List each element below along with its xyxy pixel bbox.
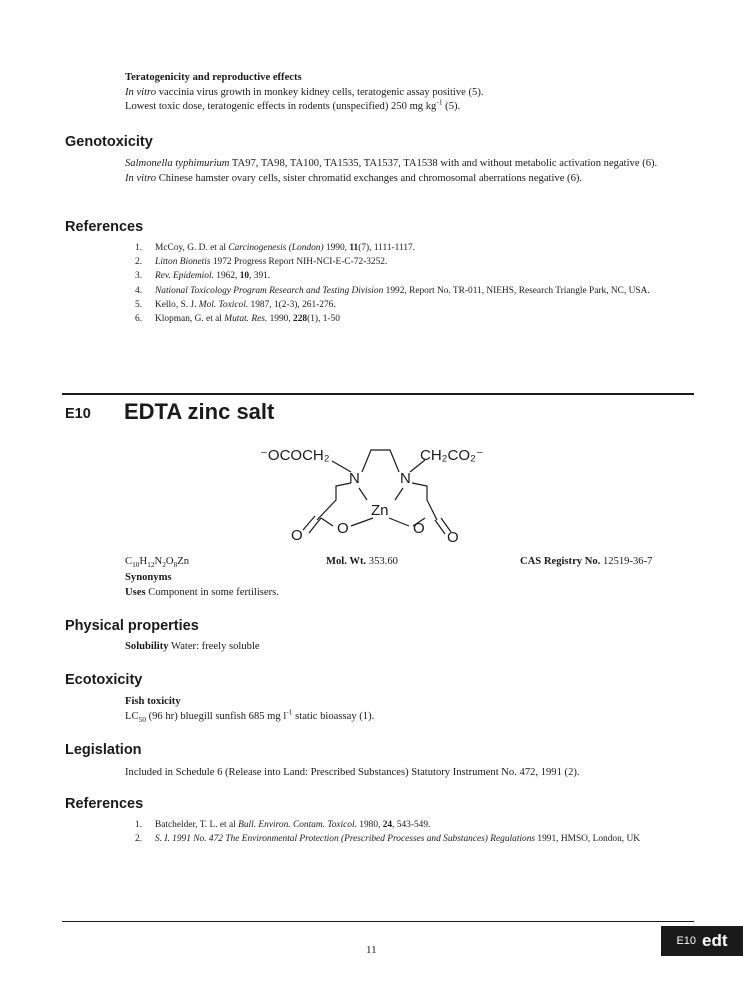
left-ester-bond [321, 518, 333, 526]
solubility-value: Water: freely soluble [171, 641, 260, 652]
reference-source: Litton Bionetis [155, 257, 211, 268]
entry-code: E10 [65, 406, 91, 422]
genotoxicity-block [125, 157, 685, 186]
reference-item [135, 284, 680, 298]
cas-registry [520, 555, 652, 570]
page-number: 11 [366, 944, 377, 956]
ecotoxicity-heading: Ecotoxicity [65, 672, 143, 688]
teratogenicity-line-1-text: vaccinia virus growth in monkey kidney cells, teratogenic assay positive (5). [156, 86, 484, 98]
section-divider [62, 393, 694, 395]
synonyms-label: Synonyms [125, 572, 172, 583]
cas-value: 12519-36-7 [602, 556, 653, 567]
reference-item [135, 818, 695, 832]
mol-wt-label: Mol. Wt. [326, 556, 367, 567]
lc-ref: static bioassay (1). [292, 710, 375, 722]
zn-n-right-bond [395, 488, 403, 500]
legislation-text: Included in Schedule 6 (Release into Land: Prescribed Substances) Statutory Instrument No. 472, 1991 (2). [125, 767, 580, 778]
reference-year: 1991, HMSO, London, UK [535, 834, 641, 845]
reference-source: National Toxicology Program Research and Testing Division [155, 285, 384, 296]
reference-authors: Klopman, G. et al [155, 314, 225, 325]
reference-item [135, 298, 680, 312]
reference-source: Mutat. Res. [224, 314, 268, 325]
reference-item [135, 241, 680, 255]
reference-pages: , 543-549. [392, 820, 431, 830]
reference-number: 2. [135, 834, 143, 845]
reference-authors: Kello, S. J. [155, 299, 199, 310]
reference-source: S. I. 1991 No. 472 The Environmental Protection (Prescribed Processes and Substances) Regulations [155, 834, 536, 845]
reference-number: 5. [135, 299, 143, 310]
mol-wt-value: 353.60 [368, 556, 398, 567]
solubility-label: Solubility [125, 641, 169, 652]
formula-n: N [154, 556, 163, 567]
molecular-formula [125, 555, 189, 570]
unit-exponent: -1 [436, 97, 443, 107]
reference-item [135, 312, 680, 326]
organism-italic: Salmonella typhimurium [125, 158, 230, 169]
tab-code: E10 [676, 935, 697, 947]
teratogenicity-line-2-text: Lowest toxic dose, teratogenic effects in rodents (unspecified) 250 mg kg [125, 101, 437, 112]
formula-h: H [139, 556, 148, 567]
zn-o-right-bond [389, 518, 409, 526]
reference-item [135, 269, 680, 283]
ecotoxicity-block [125, 695, 685, 724]
physical-properties-heading: Physical properties [65, 618, 199, 634]
ring-oxygen-left: O [337, 520, 349, 537]
reference-year: 1980, [356, 820, 383, 830]
right-group-label: CH₂CO₂⁻ [420, 447, 484, 464]
reference-item [135, 255, 680, 269]
reference-volume: 228 [293, 314, 308, 325]
reference-number: 1. [135, 820, 143, 830]
formula-o-count: 8 [173, 560, 178, 570]
references-list-2 [135, 818, 695, 846]
n-right-label: N [400, 470, 411, 487]
reference-authors: McCoy, G. D. et al [155, 243, 229, 253]
uses-label: Uses [125, 587, 146, 598]
ring-oxygen-right: O [413, 520, 425, 537]
references-heading-2: References [65, 796, 144, 812]
formula-zn: Zn [177, 556, 190, 567]
n-left-label: N [349, 470, 360, 487]
reference-pages: (1), 1-50 [307, 314, 340, 325]
reference-volume: 10 [239, 271, 250, 282]
ethylene-bridge [362, 450, 399, 472]
lc-exponent: -1 [286, 706, 293, 716]
reference-year: 1992, Report No. TR-011, NIEHS, Research Triangle Park, NC, USA. [383, 285, 650, 296]
reference-year: 1972 Progress Report NIH-NCI-E-C-72-3252. [210, 257, 388, 268]
formula-h-count: 12 [147, 560, 155, 570]
reference-source: Carcinogenesis (London) [228, 243, 324, 253]
reference-year: 1962, [213, 271, 240, 282]
reference-source: Mol. Toxicol. [198, 299, 249, 310]
genotoxicity-para-2 [125, 172, 685, 187]
solubility [125, 640, 260, 655]
teratogenicity-line-2 [125, 97, 685, 115]
molecular-weight [326, 555, 398, 570]
chemical-structure [255, 438, 515, 550]
lc-subscript: 50 [138, 714, 146, 724]
formula-o: O [165, 556, 174, 567]
in-vitro-italic: In vitro [125, 172, 157, 184]
references-heading-1: References [65, 219, 144, 235]
synonyms [125, 571, 172, 586]
reference-pages: , 391. [249, 271, 271, 282]
legislation-heading: Legislation [65, 742, 142, 758]
reference-number: 4. [135, 285, 143, 296]
tab-word: edt [702, 931, 728, 950]
reference-item [135, 832, 695, 846]
uses-value: Component in some fertilisers. [148, 587, 279, 598]
genotoxicity-para-2-text: Chinese hamster ovary cells, sister chromatid exchanges and chromosomal aberrations negative (6). [156, 172, 583, 184]
genotoxicity-heading: Genotoxicity [65, 134, 153, 150]
teratogenicity-line-2-ref: (5). [442, 101, 461, 112]
lc-text: LC [125, 710, 139, 722]
in-vitro-italic: In vitro [125, 86, 157, 98]
section-tab [661, 926, 743, 956]
carbonyl-oxygen-left: O [291, 527, 303, 544]
lc50-line [125, 706, 685, 725]
reference-number: 6. [135, 314, 143, 325]
reference-pages: (7), 1111-1117. [358, 243, 416, 253]
reference-volume: 24 [382, 820, 393, 830]
reference-authors: Batchelder, T. L. et al [155, 820, 239, 830]
genotoxicity-para-1 [125, 157, 685, 172]
teratogenicity-heading: Teratogenicity and reproductive effects [125, 72, 302, 83]
teratogenicity-block [125, 71, 685, 115]
teratogenicity-line-1 [125, 86, 685, 101]
genotoxicity-para-1-text: TA97, TA98, TA100, TA1535, TA1537, TA1538 with and without metabolic activation negative (6). [229, 158, 658, 169]
fish-toxicity-label: Fish toxicity [125, 696, 181, 707]
zinc-label: Zn [371, 502, 389, 519]
reference-year: 1987, 1(2-3), 261-276. [248, 299, 336, 310]
reference-source: Rev. Epidemiol. [155, 271, 214, 282]
left-group-label: ⁻OCOCH₂ [260, 447, 330, 464]
formula-c-count: 10 [132, 560, 140, 570]
reference-number: 2. [135, 257, 143, 268]
entry-title: EDTA zinc salt [124, 399, 275, 424]
lc-detail: (96 hr) bluegill sunfish 685 mg l [145, 710, 287, 722]
reference-number: 1. [135, 243, 143, 253]
reference-source: Bull. Environ. Contam. Toxicol. [238, 820, 357, 830]
reference-year: 1990, [323, 243, 350, 253]
reference-volume: 11 [349, 243, 359, 253]
uses [125, 586, 279, 601]
formula-n-count: 2 [162, 560, 166, 570]
zn-n-left-bond [359, 488, 367, 500]
zn-o-left-bond [351, 518, 373, 526]
references-list-1 [135, 241, 680, 326]
reference-year: 1990, [267, 314, 294, 325]
cas-label: CAS Registry No. [520, 556, 601, 567]
carbonyl-oxygen-right: O [447, 529, 459, 546]
footer-rule [62, 921, 694, 922]
formula-c: C [125, 556, 133, 567]
reference-number: 3. [135, 271, 143, 282]
